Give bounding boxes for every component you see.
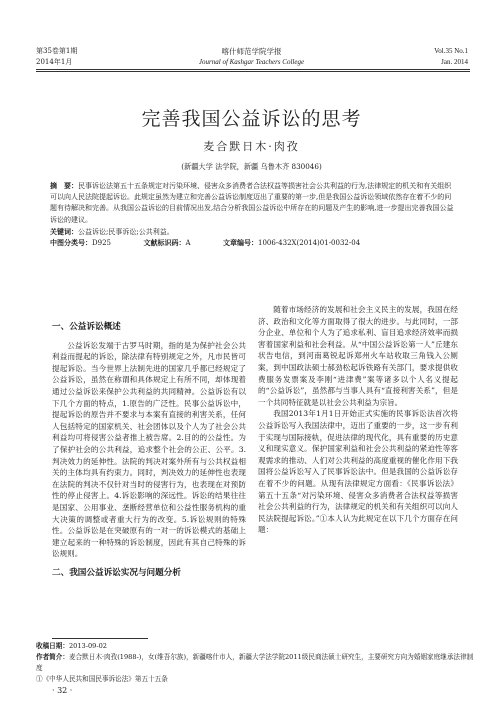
received-date: [36, 641, 476, 652]
volume-cn: 第35卷第1期: [36, 47, 78, 55]
author-affiliation: (新疆大学 法学院，新疆 乌鲁木齐 830046): [181, 162, 322, 171]
clc-value: D925: [92, 239, 111, 248]
page-number: · 32 ·: [52, 686, 73, 695]
right-paragraph-1: 随着市场经济的发展和社会主义民主的发展，我国在经济、政治和文化等方面取得了很大的进步。与此同时，一部分企业、单位和个人为了追求私利、盲目追求经济效率而损害着国家利益和社会利益。从“中国公益诉讼第一人”丘建东状告电信，到河南葛锐起诉郑州火车站收取三角钱入公厕案，到中国政法硕士郝劲松起诉铁路有关部门，要求提供收费服务发票案及李刚“进津费”案等诸多以个人名义提起的“公益诉讼”，虽然都与当事人具有“直接利害关系”，但是一个共同特征就是以社会公共利益为宗旨。: [258, 305, 458, 407]
article-number-label: 文章编号：: [222, 239, 258, 248]
left-column: [52, 318, 246, 585]
journal-name-cn: 喀什师范学院学报: [221, 47, 282, 56]
footnote-rule: [52, 638, 148, 639]
author-bio-text: 麦合默日木·肉孜(1988-)，女(维吾尔族)，新疆喀什市人，新疆大学法学院2011级民商法硕士研究生，主要研究方向为婚姻家庭继承法律制度: [36, 653, 474, 672]
doc-code-value: A: [185, 239, 191, 248]
abstract-text: 民事诉讼法第五十五条规定对污染环境、侵害众多消费者合法权益等损害社会公共利益的行为,法律规定的机关和有关组织可以向人民法院提起诉讼。此规定虽然为建立和完善公益诉讼制度迈出了重要的第一步,但是我国公益诉讼领域依然存在着不少的问题有待解决和完善。从我国公益诉讼的目前情况出发,结合分析我国公益诉讼中所存在的问题及产生的影响,进一步提出完善我国公益诉讼的建议。: [50, 182, 454, 224]
abstract-block: [50, 181, 456, 249]
received-label: 收稿日期：: [36, 642, 69, 650]
header-rule-thin: [36, 71, 470, 72]
date-en: Jan. 2014: [441, 58, 468, 66]
author-bio: [36, 652, 476, 674]
section-2-heading: 二、我国公益诉讼实况与问题分析: [52, 567, 181, 578]
footnote-1: ①《中华人民共和国民事诉讼法》第五十五条: [36, 675, 168, 683]
journal-name-en: Journal of Kashgar Teachers College: [198, 58, 305, 66]
article-author: 麦合默日木·肉孜: [203, 140, 300, 153]
keywords-line: [50, 227, 456, 238]
article-title: 完善我国公益诉讼的思考: [141, 108, 362, 130]
section-1-body: 公益诉讼发端于古罗马时期，指的是为保护社会公共利益而提起的诉讼，除法律有特别规定之外，凡市民皆可提起诉讼。当今世界上法制先进的国家几乎都已经规定了公益诉讼，虽然在称谓和具体规定上有所不同，却体现着通过公益诉讼来保护公共利益的共同精神。公益诉讼有以下几个方面的特点，1.原告的广泛性。民事公益诉讼中，提起诉讼的原告并不要求与本案有直接的利害关系，任何人包括特定的国家机关、社会团体以及个人为了社会公共利益均可将侵害公益者推上被告席。2.目的的公益性。为了保护社会的公共利益，追求整个社会的公正、公平。3.判决效力的延伸性。法院的判决对案外所有与公共权益相关的主体均具有约束力。同时，判决效力的延伸性也表现在法院的判决不仅针对当时的侵害行为，也表现在对预防性的停止侵害上。4.诉讼影响的深远性。诉讼的结果往往是国家、公用事业、垄断经营单位和公益性服务机构的重大决策的调整或者重大行为的改变。5.诉讼规则的特殊性。公益诉讼是在突破原有的一对一的诉讼模式的基础上建立起来的一种特殊的诉讼制度，因此有其自己特殊的诉讼规则。: [52, 340, 246, 559]
abstract-label: 摘 要：: [50, 182, 78, 190]
author-bio-label: 作者简介：: [36, 653, 69, 661]
footnotes: [36, 641, 476, 685]
keywords-text: 公益诉讼;民事诉讼;公共利益。: [78, 227, 174, 236]
doc-code-label: 文献标识码：: [143, 239, 186, 248]
right-column: [258, 304, 458, 536]
section-1-heading: 一、公益诉讼概述: [52, 322, 121, 332]
classification-line: [50, 238, 456, 249]
header-rule: [36, 69, 470, 70]
abstract-paragraph: [50, 181, 456, 226]
received-value: 2013-09-02: [68, 642, 107, 650]
date-cn: 2014年1月: [36, 58, 73, 66]
keywords-label: 关键词：: [50, 227, 78, 236]
clc-label: 中图分类号：: [50, 239, 92, 248]
right-paragraph-2: 我国2013年1月1日开始正式实施的民事诉讼法首次将公益诉讼写入我国法律中，迈出了重要的一步，这一步有利于实现与国际接轨，促进法律的现代化，具有重要的历史意义和现实意义。保护国家利益和社会公共利益的紧迫性等客观需求的推动、人们对公共利益的高度重视的催化作用下我国将公益诉讼写入了民事诉讼法中。但是我国的公益诉讼存在着不少的问题。从现有法律规定方面看：《民事诉讼法》第五十五条“对污染环境、侵害众多消费者合法权益等损害社会公共利益的行为，法律规定的机关和有关组织可以向人民法院提起诉讼。”①本人认为此规定在以下几个方面存在问题：: [258, 409, 458, 535]
article-number-value: 1006-432X(2014)01-0032-04: [257, 239, 361, 248]
volume-en: Vol.35 No.1: [434, 47, 468, 55]
